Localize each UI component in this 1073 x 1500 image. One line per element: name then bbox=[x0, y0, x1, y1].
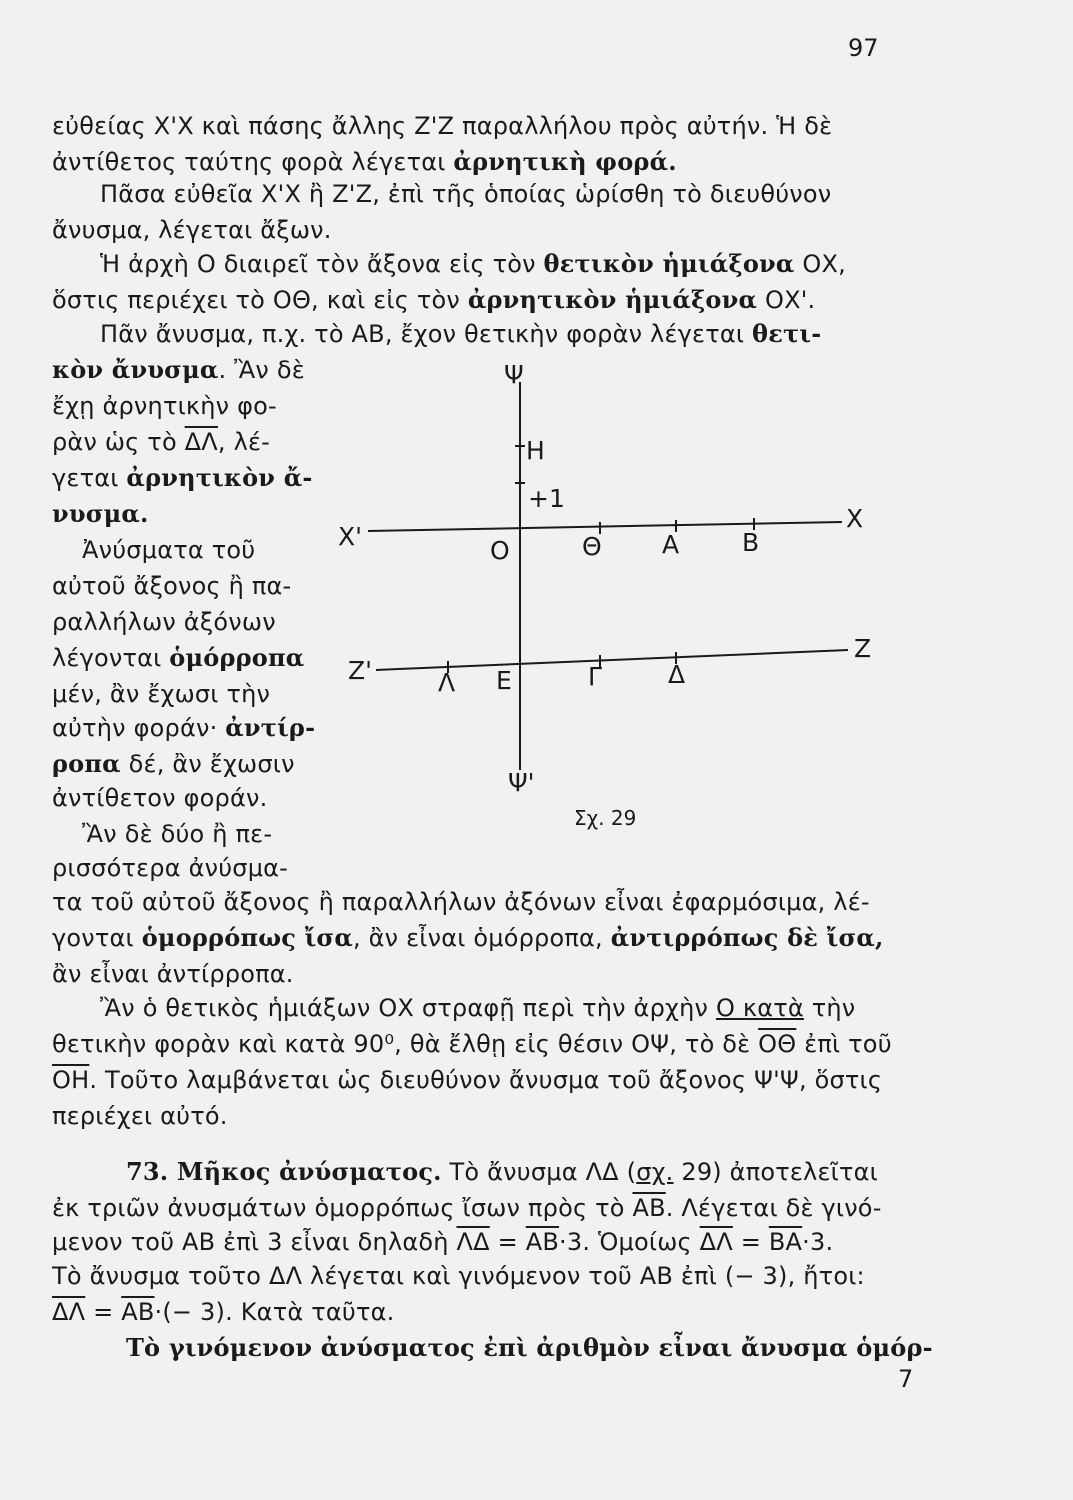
text-line: αὐτὴν φοράν· ἀντίρ- bbox=[52, 713, 316, 742]
text-line: ὅστις περιέχει τὸ ΟΘ, καὶ εἰς τὸν ἀρνητικὸν ἡμιάξονα ΟΧ'. bbox=[52, 285, 816, 314]
text-line: ροπα δέ, ἂν ἔχωσιν bbox=[52, 749, 295, 778]
text-line: γεται ἀρνητικὸν ἄ- bbox=[52, 463, 313, 492]
label-z-prime: Ζ' bbox=[348, 656, 372, 685]
figure-29 bbox=[330, 358, 890, 838]
text-line: γονται ὁμορρόπως ἴσα, ἂν εἶναι ὁμόρροπα, ἀντιρρόπως δὲ ἴσα, bbox=[52, 923, 884, 952]
page-number: 97 bbox=[848, 34, 879, 62]
text-line: μενον τοῦ ΑΒ ἐπὶ 3 εἶναι δηλαδὴ $\overline{\Lambda\Delta} = \overline{AB}\cdot 3$. Ὁμοίως $\overline{\Delta\Lambda} = \overline{BA}\cdot 3$. bbox=[52, 1228, 834, 1256]
text-line: Πᾶσα εὐθεῖα Χ'Χ ἢ Ζ'Ζ, ἐπὶ τῆς ὁποίας ὡρίσθη τὸ διευθύνον bbox=[100, 180, 832, 208]
text-line: ἄνυσμα, λέγεται ἄξων. bbox=[52, 216, 332, 244]
x-axis bbox=[368, 522, 842, 531]
signature-number: 7 bbox=[898, 1365, 914, 1393]
label-eta: Η bbox=[526, 436, 545, 465]
text-line: $\overline{\Delta\Lambda} = \overline{AB}\cdot(- 3)$. Κατὰ ταῦτα. bbox=[52, 1298, 395, 1326]
label-gamma: Γ bbox=[588, 662, 602, 691]
figure-caption: Σχ. 29 bbox=[574, 806, 637, 830]
label-o: Ο bbox=[490, 536, 510, 565]
label-delta: Δ bbox=[668, 660, 686, 689]
text-line: Τὸ γινόμενον ἀνύσματος ἐπὶ ἀριθμὸν εἶναι ἄνυσμα ὁμόρ- bbox=[126, 1333, 933, 1362]
text-line: Ἂν δὲ δύο ἢ πε- bbox=[82, 820, 273, 848]
text-line: ρὰν ὡς τὸ $\overline{\Delta\Lambda}$, λέ- bbox=[52, 428, 271, 456]
text-line: $\overline{OH}$. Τοῦτο λαμβάνεται ὡς διευθύνον ἄνυσμα τοῦ ἄξονος Ψ'Ψ, ὅστις bbox=[52, 1066, 883, 1094]
axes-diagram bbox=[330, 358, 890, 838]
text-line: νυσμα. bbox=[52, 499, 149, 528]
label-b: Β bbox=[742, 528, 760, 557]
label-x-prime: Χ' bbox=[338, 522, 362, 551]
text-line: ἂν εἶναι ἀντίρροπα. bbox=[52, 960, 294, 988]
text-line: Τὸ ἄνυσμα τοῦτο ΔΛ λέγεται καὶ γινόμενον τοῦ ΑΒ ἐπὶ (− 3), ἤτοι: bbox=[52, 1262, 865, 1290]
text-line: θετικὴν φορὰν καὶ κατὰ 90⁰, θὰ ἔλθῃ εἰς θέσιν ΟΨ, τὸ δὲ $\overline{O\Theta}$ ἐπὶ τοῦ bbox=[52, 1030, 892, 1058]
text-line: ἔχῃ ἀρνητικὴν φο- bbox=[52, 392, 277, 420]
label-a: Α bbox=[662, 530, 680, 559]
text-line: περιέχει αὐτό. bbox=[52, 1102, 228, 1130]
label-psi: Ψ bbox=[504, 360, 524, 389]
text-line: αὐτοῦ ἄξονος ἢ πα- bbox=[52, 572, 292, 600]
text-line: εὐθείας Χ'Χ καὶ πάσης ἄλλης Ζ'Ζ παραλλήλου πρὸς αὐτήν. Ἡ δὲ bbox=[52, 112, 833, 140]
text-line: λέγονται ὁμόρροπα bbox=[52, 643, 305, 672]
z-axis bbox=[376, 650, 848, 670]
text-line: Ἡ ἀρχὴ Ο διαιρεῖ τὸν ἄξονα εἰς τὸν θετικὸν ἡμιάξονα ΟΧ, bbox=[100, 249, 846, 278]
text-line: κὸν ἄνυσμα. Ἂν δὲ bbox=[52, 355, 305, 384]
label-psi-prime: Ψ' bbox=[508, 768, 535, 797]
text-line: ραλλήλων ἀξόνων bbox=[52, 608, 276, 636]
label-z: Ζ bbox=[854, 634, 872, 663]
label-theta: Θ bbox=[582, 532, 602, 561]
text-line: ρισσότερα ἀνύσμα- bbox=[52, 854, 289, 882]
text-line: ἐκ τριῶν ἀνυσμάτων ὁμορρόπως ἴσων πρὸς τὸ $\overline{AB}$. Λέγεται δὲ γινό- bbox=[52, 1194, 882, 1222]
text-line: Ἀνύσματα τοῦ bbox=[82, 536, 256, 564]
label-epsilon: Ε bbox=[496, 666, 512, 695]
label-lambda: Λ bbox=[438, 668, 456, 697]
label-plus-one: +1 bbox=[528, 484, 565, 513]
text-line: μέν, ἂν ἔχωσι τὴν bbox=[52, 680, 271, 708]
text-line: τα τοῦ αὐτοῦ ἄξονος ἢ παραλλήλων ἀξόνων εἶναι ἐφαρμόσιμα, λέ- bbox=[52, 888, 870, 916]
label-x: Χ bbox=[846, 504, 864, 533]
text-line: Πᾶν ἄνυσμα, π.χ. τὸ ΑΒ, ἔχον θετικὴν φορὰν λέγεται θετι- bbox=[100, 319, 822, 348]
text-line: ἀντίθετος ταύτης φορὰ λέγεται ἀρνητικὴ φορά. bbox=[52, 147, 677, 176]
section-heading-73: 73. Μῆκος ἀνύσματος. Τὸ ἄνυσμα ΛΔ (σχ. 29) ἀποτελεῖται bbox=[126, 1157, 878, 1186]
text-line: ἀντίθετον φοράν. bbox=[52, 784, 268, 812]
text-line: Ἂν ὁ θετικὸς ἡμιάξων ΟΧ στραφῇ περὶ τὴν ἀρχὴν Ο κατὰ τὴν bbox=[100, 994, 856, 1022]
